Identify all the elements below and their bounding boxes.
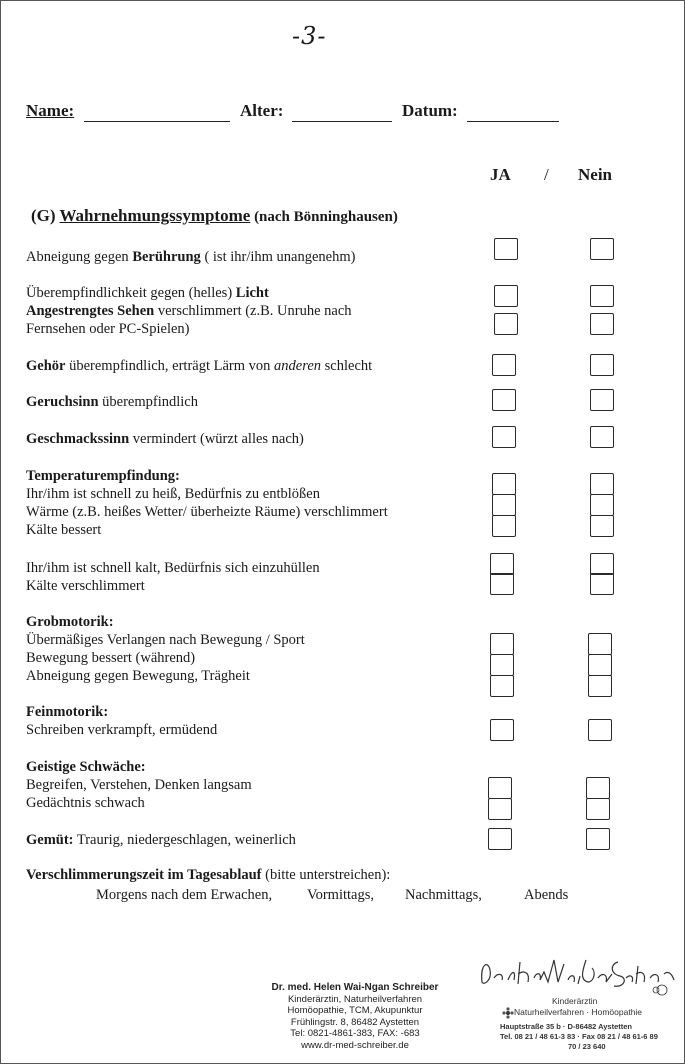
checkbox-no-light[interactable] xyxy=(590,285,614,307)
checkbox-no-writing[interactable] xyxy=(588,719,612,741)
checkbox-no-eyestrain[interactable] xyxy=(590,313,614,335)
checkbox-yes-smell[interactable] xyxy=(492,389,516,411)
checkbox-yes-warmth-worse[interactable] xyxy=(492,494,516,516)
checkbox-no-cold[interactable] xyxy=(590,553,614,575)
name-field[interactable] xyxy=(84,121,230,122)
checkbox-yes-cold-better[interactable] xyxy=(492,515,516,537)
page-number: -3- xyxy=(292,22,327,50)
question-light: Überempfindlichkeit gegen (helles) Licht Angestrengtes Sehen verschlimmert (z.B. Unruhe nach Fernsehen oder PC-Spielen) xyxy=(26,285,352,337)
doctor-stamp: Kinderärztin Naturheilverfahren · Homöopathie Hauptstraße 35 b · D-86482 Aystetten Tel. 08 21 / 48 61-3 83 · Fax 08 21 / 48 61-6 89 70 / 23 640 xyxy=(474,952,684,1052)
checkbox-no-warmth-worse[interactable] xyxy=(590,494,614,516)
question-hearing: Gehör überempfindlich, erträgt Lärm von anderen schlecht xyxy=(26,358,373,374)
checkbox-no-mood[interactable] xyxy=(586,828,610,850)
date-field[interactable] xyxy=(467,121,559,122)
checkbox-yes-exercise-better[interactable] xyxy=(490,654,514,676)
checkbox-no-exercise-better[interactable] xyxy=(588,654,612,676)
checkbox-no-memory[interactable] xyxy=(586,798,610,820)
question-taste: Geschmackssinn vermindert (würzt alles nach) xyxy=(26,431,304,447)
checkbox-yes-heat[interactable] xyxy=(492,473,516,495)
question-fine-motor: Feinmotorik: Schreiben verkrampft, ermüdend xyxy=(26,704,218,738)
age-label: Alter: xyxy=(240,101,284,120)
checkbox-no-touch[interactable] xyxy=(590,238,614,260)
checkbox-no-cold-worse[interactable] xyxy=(590,573,614,595)
option-morning[interactable]: Morgens nach dem Erwachen, xyxy=(96,887,273,903)
checkbox-yes-taste[interactable] xyxy=(492,426,516,448)
checkbox-yes-exercise-desire[interactable] xyxy=(490,633,514,655)
checkbox-yes-slow-thinking[interactable] xyxy=(488,777,512,799)
checkbox-yes-mood[interactable] xyxy=(488,828,512,850)
column-separator: / xyxy=(544,165,549,184)
question-mood: Gemüt: Traurig, niedergeschlagen, weinerlich xyxy=(26,832,296,848)
column-no: Nein xyxy=(578,165,612,184)
checkbox-yes-cold-worse[interactable] xyxy=(490,573,514,595)
checkbox-no-exercise-desire[interactable] xyxy=(588,633,612,655)
checkbox-no-hearing[interactable] xyxy=(590,354,614,376)
checkbox-yes-hearing[interactable] xyxy=(492,354,516,376)
checkbox-yes-eyestrain[interactable] xyxy=(494,313,518,335)
question-cold: Ihr/ihm ist schnell kalt, Bedürfnis sich einzuhüllen Kälte verschlimmert xyxy=(26,560,320,594)
column-yes: JA xyxy=(490,165,511,184)
question-worse-time: Verschlimmerungszeit im Tagesablauf (bitte unterstreichen): xyxy=(26,867,391,883)
question-temperature: Temperaturempfindung: Ihr/ihm ist schnell zu heiß, Bedürfnis zu entblößen Wärme (z.B. heißes Wetter/ überheizte Räume) verschlimmert Kälte bessert xyxy=(26,468,388,538)
checkbox-yes-light[interactable] xyxy=(494,285,518,307)
checkbox-yes-exercise-aversion[interactable] xyxy=(490,675,514,697)
option-evening[interactable]: Abends xyxy=(524,887,569,903)
question-smell: Geruchsinn überempfindlich xyxy=(26,394,198,410)
name-label: Name: xyxy=(26,101,75,120)
question-mental-weakness: Geistige Schwäche: Begreifen, Verstehen, Denken langsam Gedächtnis schwach xyxy=(26,759,252,811)
checkbox-no-slow-thinking[interactable] xyxy=(586,777,610,799)
checkbox-yes-writing[interactable] xyxy=(490,719,514,741)
question-touch: Abneigung gegen Berührung ( ist ihr/ihm unangenehm) xyxy=(26,249,356,265)
checkbox-no-cold-better[interactable] xyxy=(590,515,614,537)
section-title: (G) Wahrnehmungssymptome (nach Bönninghausen) xyxy=(31,206,398,225)
checkbox-yes-touch[interactable] xyxy=(494,238,518,260)
date-label: Datum: xyxy=(402,101,458,120)
checkbox-no-smell[interactable] xyxy=(590,389,614,411)
option-forenoon[interactable]: Vormittags, xyxy=(307,887,374,903)
checkbox-yes-memory[interactable] xyxy=(488,798,512,820)
checkbox-no-heat[interactable] xyxy=(590,473,614,495)
question-gross-motor: Grobmotorik: Übermäßiges Verlangen nach Bewegung / Sport Bewegung bessert (während) Abneigung gegen Bewegung, Trägheit xyxy=(26,614,305,684)
doctor-address: Dr. med. Helen Wai-Ngan Schreiber Kinderärztin, Naturheilverfahren Homöopathie, TCM, Akupunktur Frühlingstr. 8, 86482 Aystetten Tel: 0821-4861-383, FAX: -683 www.dr-med-schreiber.de xyxy=(271,982,439,1051)
option-afternoon[interactable]: Nachmittags, xyxy=(405,887,482,903)
checkbox-no-exercise-aversion[interactable] xyxy=(588,675,612,697)
signature xyxy=(474,952,684,996)
checkbox-no-taste[interactable] xyxy=(590,426,614,448)
age-field[interactable] xyxy=(292,121,392,122)
flower-icon xyxy=(502,1007,514,1019)
checkbox-yes-cold[interactable] xyxy=(490,553,514,575)
